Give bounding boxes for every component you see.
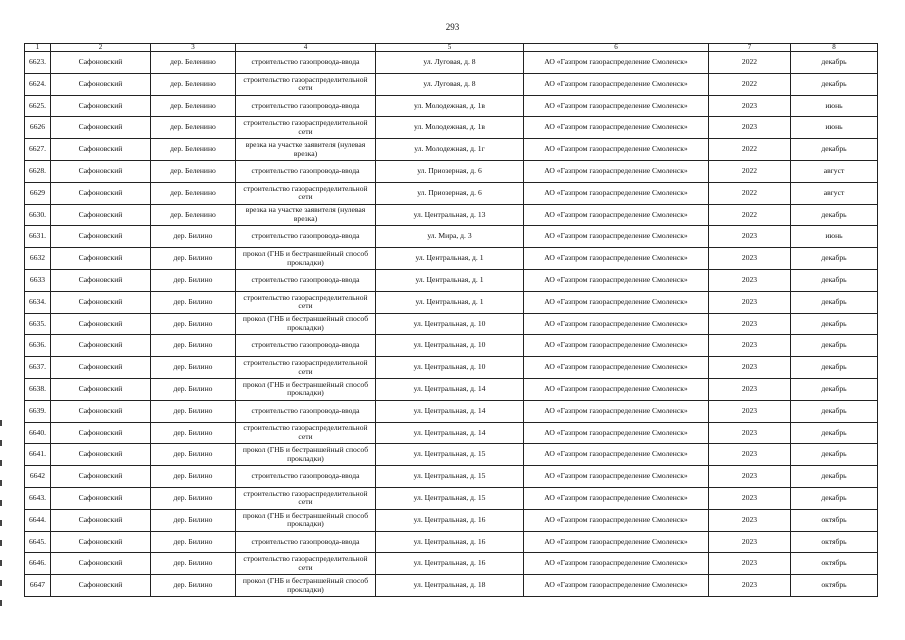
year-cell: 2023 bbox=[709, 466, 791, 488]
year-cell: 2023 bbox=[709, 95, 791, 117]
year-cell: 2023 bbox=[709, 400, 791, 422]
column-header: 4 bbox=[236, 44, 376, 52]
district-cell: Сафоновский bbox=[51, 182, 151, 204]
month-cell: июнь bbox=[791, 117, 878, 139]
district-cell: Сафоновский bbox=[51, 400, 151, 422]
organization-cell: АО «Газпром газораспределение Смоленск» bbox=[524, 160, 709, 182]
organization-cell: АО «Газпром газораспределение Смоленск» bbox=[524, 531, 709, 553]
address-cell: ул. Центральная, д. 18 bbox=[376, 575, 524, 597]
table-row bbox=[25, 466, 878, 488]
address-cell: ул. Центральная, д. 15 bbox=[376, 466, 524, 488]
district-cell: Сафоновский bbox=[51, 95, 151, 117]
organization-cell: АО «Газпром газораспределение Смоленск» bbox=[524, 73, 709, 95]
year-cell: 2023 bbox=[709, 422, 791, 444]
work-type-cell: строительство газопровода-ввода bbox=[236, 531, 376, 553]
table-row bbox=[25, 400, 878, 422]
address-cell: ул. Центральная, д. 16 bbox=[376, 531, 524, 553]
table-row bbox=[25, 553, 878, 575]
work-type-cell: строительство газопровода-ввода bbox=[236, 466, 376, 488]
work-type-cell: строительство газораспределительной сети bbox=[236, 73, 376, 95]
settlement-cell: дер. Билино bbox=[151, 531, 236, 553]
address-cell: ул. Центральная, д. 1 bbox=[376, 248, 524, 270]
work-type-cell: строительство газопровода-ввода bbox=[236, 52, 376, 74]
table-row bbox=[25, 291, 878, 313]
row-number-cell: 6635. bbox=[25, 313, 51, 335]
district-cell: Сафоновский bbox=[51, 487, 151, 509]
address-cell: ул. Приозерная, д. 6 bbox=[376, 182, 524, 204]
schedule-table-container bbox=[24, 43, 877, 597]
district-cell: Сафоновский bbox=[51, 422, 151, 444]
month-cell: октябрь bbox=[791, 553, 878, 575]
organization-cell: АО «Газпром газораспределение Смоленск» bbox=[524, 422, 709, 444]
column-header: 3 bbox=[151, 44, 236, 52]
district-cell: Сафоновский bbox=[51, 73, 151, 95]
district-cell: Сафоновский bbox=[51, 357, 151, 379]
district-cell: Сафоновский bbox=[51, 313, 151, 335]
district-cell: Сафоновский bbox=[51, 139, 151, 161]
table-row bbox=[25, 531, 878, 553]
row-number-cell: 6626 bbox=[25, 117, 51, 139]
table-row bbox=[25, 575, 878, 597]
table-row bbox=[25, 313, 878, 335]
settlement-cell: дер. Билино bbox=[151, 313, 236, 335]
settlement-cell: дер. Билино bbox=[151, 357, 236, 379]
address-cell: ул. Молодежная, д. 1в bbox=[376, 95, 524, 117]
work-type-cell: строительство газораспределительной сети bbox=[236, 357, 376, 379]
row-number-cell: 6636. bbox=[25, 335, 51, 357]
work-type-cell: строительство газопровода-ввода bbox=[236, 95, 376, 117]
month-cell: декабрь bbox=[791, 357, 878, 379]
row-number-cell: 6646. bbox=[25, 553, 51, 575]
work-type-cell: строительство газораспределительной сети bbox=[236, 291, 376, 313]
table-row bbox=[25, 182, 878, 204]
settlement-cell: дер. Билино bbox=[151, 335, 236, 357]
address-cell: ул. Центральная, д. 10 bbox=[376, 335, 524, 357]
work-type-cell: строительство газопровода-ввода bbox=[236, 269, 376, 291]
table-row bbox=[25, 95, 878, 117]
work-type-cell: прокол (ГНБ и бестраншейный способ прокладки) bbox=[236, 313, 376, 335]
year-cell: 2023 bbox=[709, 313, 791, 335]
address-cell: ул. Молодежная, д. 1в bbox=[376, 117, 524, 139]
district-cell: Сафоновский bbox=[51, 226, 151, 248]
year-cell: 2023 bbox=[709, 269, 791, 291]
district-cell: Сафоновский bbox=[51, 444, 151, 466]
work-type-cell: прокол (ГНБ и бестраншейный способ прокладки) bbox=[236, 575, 376, 597]
organization-cell: АО «Газпром газораспределение Смоленск» bbox=[524, 248, 709, 270]
year-cell: 2022 bbox=[709, 160, 791, 182]
district-cell: Сафоновский bbox=[51, 204, 151, 226]
address-cell: ул. Центральная, д. 14 bbox=[376, 378, 524, 400]
month-cell: июнь bbox=[791, 226, 878, 248]
month-cell: декабрь bbox=[791, 335, 878, 357]
month-cell: август bbox=[791, 160, 878, 182]
row-number-cell: 6633 bbox=[25, 269, 51, 291]
page-number: 293 bbox=[445, 22, 460, 32]
address-cell: ул. Центральная, д. 10 bbox=[376, 313, 524, 335]
address-cell: ул. Луговая, д. 8 bbox=[376, 73, 524, 95]
table-row bbox=[25, 444, 878, 466]
work-type-cell: прокол (ГНБ и бестраншейный способ прокладки) bbox=[236, 248, 376, 270]
row-number-cell: 6631. bbox=[25, 226, 51, 248]
address-cell: ул. Центральная, д. 1 bbox=[376, 291, 524, 313]
year-cell: 2023 bbox=[709, 335, 791, 357]
organization-cell: АО «Газпром газораспределение Смоленск» bbox=[524, 487, 709, 509]
organization-cell: АО «Газпром газораспределение Смоленск» bbox=[524, 139, 709, 161]
settlement-cell: дер. Билино bbox=[151, 553, 236, 575]
settlement-cell: дер. Билино bbox=[151, 487, 236, 509]
row-number-cell: 6641. bbox=[25, 444, 51, 466]
settlement-cell: дер. Билино bbox=[151, 269, 236, 291]
column-header: 5 bbox=[376, 44, 524, 52]
year-cell: 2023 bbox=[709, 444, 791, 466]
year-cell: 2022 bbox=[709, 52, 791, 74]
settlement-cell: дер. Билино bbox=[151, 509, 236, 531]
settlement-cell: дер. Билино bbox=[151, 248, 236, 270]
row-number-cell: 6640. bbox=[25, 422, 51, 444]
row-number-cell: 6628. bbox=[25, 160, 51, 182]
settlement-cell: дер. Беленино bbox=[151, 139, 236, 161]
row-number-cell: 6647 bbox=[25, 575, 51, 597]
table-row bbox=[25, 139, 878, 161]
district-cell: Сафоновский bbox=[51, 575, 151, 597]
table-row bbox=[25, 378, 878, 400]
address-cell: ул. Центральная, д. 1 bbox=[376, 269, 524, 291]
table-row bbox=[25, 204, 878, 226]
year-cell: 2023 bbox=[709, 531, 791, 553]
row-number-cell: 6639. bbox=[25, 400, 51, 422]
year-cell: 2023 bbox=[709, 575, 791, 597]
table-row bbox=[25, 248, 878, 270]
district-cell: Сафоновский bbox=[51, 248, 151, 270]
work-type-cell: строительство газораспределительной сети bbox=[236, 553, 376, 575]
month-cell: декабрь bbox=[791, 422, 878, 444]
table-row bbox=[25, 160, 878, 182]
organization-cell: АО «Газпром газораспределение Смоленск» bbox=[524, 466, 709, 488]
row-number-cell: 6637. bbox=[25, 357, 51, 379]
district-cell: Сафоновский bbox=[51, 531, 151, 553]
table-row bbox=[25, 487, 878, 509]
table-row bbox=[25, 357, 878, 379]
month-cell: декабрь bbox=[791, 400, 878, 422]
settlement-cell: дер. Беленино bbox=[151, 73, 236, 95]
table-body bbox=[25, 52, 878, 597]
column-header: 8 bbox=[791, 44, 878, 52]
month-cell: декабрь bbox=[791, 378, 878, 400]
settlement-cell: дер. Билино bbox=[151, 466, 236, 488]
year-cell: 2023 bbox=[709, 248, 791, 270]
district-cell: Сафоновский bbox=[51, 378, 151, 400]
year-cell: 2023 bbox=[709, 378, 791, 400]
row-number-cell: 6629 bbox=[25, 182, 51, 204]
table-row bbox=[25, 269, 878, 291]
month-cell: декабрь bbox=[791, 466, 878, 488]
organization-cell: АО «Газпром газораспределение Смоленск» bbox=[524, 509, 709, 531]
year-cell: 2022 bbox=[709, 204, 791, 226]
column-header: 1 bbox=[25, 44, 51, 52]
work-type-cell: строительство газораспределительной сети bbox=[236, 182, 376, 204]
year-cell: 2023 bbox=[709, 291, 791, 313]
month-cell: декабрь bbox=[791, 444, 878, 466]
work-type-cell: прокол (ГНБ и бестраншейный способ прокладки) bbox=[236, 378, 376, 400]
work-type-cell: врезка на участке заявителя (нулевая врезка) bbox=[236, 204, 376, 226]
row-number-cell: 6638. bbox=[25, 378, 51, 400]
table-row bbox=[25, 422, 878, 444]
row-number-cell: 6623. bbox=[25, 52, 51, 74]
organization-cell: АО «Газпром газораспределение Смоленск» bbox=[524, 117, 709, 139]
row-number-cell: 6643. bbox=[25, 487, 51, 509]
column-header: 2 bbox=[51, 44, 151, 52]
district-cell: Сафоновский bbox=[51, 52, 151, 74]
settlement-cell: дер. Билино bbox=[151, 444, 236, 466]
month-cell: июнь bbox=[791, 95, 878, 117]
organization-cell: АО «Газпром газораспределение Смоленск» bbox=[524, 335, 709, 357]
month-cell: декабрь bbox=[791, 248, 878, 270]
district-cell: Сафоновский bbox=[51, 160, 151, 182]
month-cell: декабрь bbox=[791, 269, 878, 291]
organization-cell: АО «Газпром газораспределение Смоленск» bbox=[524, 444, 709, 466]
year-cell: 2022 bbox=[709, 139, 791, 161]
address-cell: ул. Молодежная, д. 1г bbox=[376, 139, 524, 161]
settlement-cell: дер. Беленино bbox=[151, 52, 236, 74]
month-cell: октябрь bbox=[791, 531, 878, 553]
organization-cell: АО «Газпром газораспределение Смоленск» bbox=[524, 291, 709, 313]
year-cell: 2023 bbox=[709, 117, 791, 139]
settlement-cell: дер. Билино bbox=[151, 400, 236, 422]
district-cell: Сафоновский bbox=[51, 553, 151, 575]
settlement-cell: дер. Билино bbox=[151, 422, 236, 444]
row-number-cell: 6625. bbox=[25, 95, 51, 117]
work-type-cell: строительство газораспределительной сети bbox=[236, 117, 376, 139]
work-type-cell: строительство газопровода-ввода bbox=[236, 160, 376, 182]
year-cell: 2022 bbox=[709, 73, 791, 95]
row-number-cell: 6645. bbox=[25, 531, 51, 553]
address-cell: ул. Луговая, д. 8 bbox=[376, 52, 524, 74]
organization-cell: АО «Газпром газораспределение Смоленск» bbox=[524, 575, 709, 597]
row-number-cell: 6642 bbox=[25, 466, 51, 488]
table-row bbox=[25, 509, 878, 531]
column-number-header-row bbox=[25, 44, 878, 52]
organization-cell: АО «Газпром газораспределение Смоленск» bbox=[524, 95, 709, 117]
settlement-cell: дер. Беленино bbox=[151, 204, 236, 226]
scan-margin-marks bbox=[0, 420, 3, 640]
row-number-cell: 6632 bbox=[25, 248, 51, 270]
row-number-cell: 6630. bbox=[25, 204, 51, 226]
row-number-cell: 6627. bbox=[25, 139, 51, 161]
organization-cell: АО «Газпром газораспределение Смоленск» bbox=[524, 204, 709, 226]
month-cell: октябрь bbox=[791, 575, 878, 597]
settlement-cell: дер. Билино bbox=[151, 226, 236, 248]
work-type-cell: строительство газопровода-ввода bbox=[236, 226, 376, 248]
organization-cell: АО «Газпром газораспределение Смоленск» bbox=[524, 378, 709, 400]
year-cell: 2023 bbox=[709, 509, 791, 531]
work-type-cell: строительство газопровода-ввода bbox=[236, 335, 376, 357]
settlement-cell: дер. Билино bbox=[151, 378, 236, 400]
month-cell: декабрь bbox=[791, 313, 878, 335]
settlement-cell: дер. Беленино bbox=[151, 95, 236, 117]
settlement-cell: дер. Беленино bbox=[151, 117, 236, 139]
year-cell: 2023 bbox=[709, 487, 791, 509]
district-cell: Сафоновский bbox=[51, 509, 151, 531]
organization-cell: АО «Газпром газораспределение Смоленск» bbox=[524, 400, 709, 422]
organization-cell: АО «Газпром газораспределение Смоленск» bbox=[524, 357, 709, 379]
month-cell: декабрь bbox=[791, 139, 878, 161]
year-cell: 2023 bbox=[709, 553, 791, 575]
table-row bbox=[25, 52, 878, 74]
column-header: 6 bbox=[524, 44, 709, 52]
month-cell: декабрь bbox=[791, 204, 878, 226]
year-cell: 2022 bbox=[709, 182, 791, 204]
address-cell: ул. Центральная, д. 14 bbox=[376, 422, 524, 444]
address-cell: ул. Приозерная, д. 6 bbox=[376, 160, 524, 182]
organization-cell: АО «Газпром газораспределение Смоленск» bbox=[524, 313, 709, 335]
month-cell: декабрь bbox=[791, 73, 878, 95]
district-cell: Сафоновский bbox=[51, 335, 151, 357]
work-type-cell: строительство газораспределительной сети bbox=[236, 487, 376, 509]
row-number-cell: 6624. bbox=[25, 73, 51, 95]
district-cell: Сафоновский bbox=[51, 269, 151, 291]
work-type-cell: строительство газораспределительной сети bbox=[236, 422, 376, 444]
work-type-cell: прокол (ГНБ и бестраншейный способ прокладки) bbox=[236, 444, 376, 466]
month-cell: август bbox=[791, 182, 878, 204]
year-cell: 2023 bbox=[709, 357, 791, 379]
month-cell: декабрь bbox=[791, 52, 878, 74]
address-cell: ул. Центральная, д. 13 bbox=[376, 204, 524, 226]
address-cell: ул. Центральная, д. 10 bbox=[376, 357, 524, 379]
month-cell: декабрь bbox=[791, 291, 878, 313]
settlement-cell: дер. Беленино bbox=[151, 182, 236, 204]
settlement-cell: дер. Беленино bbox=[151, 160, 236, 182]
address-cell: ул. Центральная, д. 16 bbox=[376, 553, 524, 575]
address-cell: ул. Мира, д. 3 bbox=[376, 226, 524, 248]
organization-cell: АО «Газпром газораспределение Смоленск» bbox=[524, 226, 709, 248]
table-row bbox=[25, 335, 878, 357]
address-cell: ул. Центральная, д. 15 bbox=[376, 487, 524, 509]
district-cell: Сафоновский bbox=[51, 117, 151, 139]
month-cell: октябрь bbox=[791, 509, 878, 531]
month-cell: декабрь bbox=[791, 487, 878, 509]
organization-cell: АО «Газпром газораспределение Смоленск» bbox=[524, 52, 709, 74]
table-row bbox=[25, 73, 878, 95]
settlement-cell: дер. Билино bbox=[151, 575, 236, 597]
column-header: 7 bbox=[709, 44, 791, 52]
address-cell: ул. Центральная, д. 14 bbox=[376, 400, 524, 422]
organization-cell: АО «Газпром газораспределение Смоленск» bbox=[524, 182, 709, 204]
row-number-cell: 6634. bbox=[25, 291, 51, 313]
district-cell: Сафоновский bbox=[51, 466, 151, 488]
address-cell: ул. Центральная, д. 15 bbox=[376, 444, 524, 466]
work-type-cell: строительство газопровода-ввода bbox=[236, 400, 376, 422]
schedule-table bbox=[24, 43, 878, 597]
organization-cell: АО «Газпром газораспределение Смоленск» bbox=[524, 269, 709, 291]
work-type-cell: врезка на участке заявителя (нулевая врезка) bbox=[236, 139, 376, 161]
organization-cell: АО «Газпром газораспределение Смоленск» bbox=[524, 553, 709, 575]
settlement-cell: дер. Билино bbox=[151, 291, 236, 313]
table-row bbox=[25, 226, 878, 248]
address-cell: ул. Центральная, д. 16 bbox=[376, 509, 524, 531]
district-cell: Сафоновский bbox=[51, 291, 151, 313]
year-cell: 2023 bbox=[709, 226, 791, 248]
table-row bbox=[25, 117, 878, 139]
work-type-cell: прокол (ГНБ и бестраншейный способ прокладки) bbox=[236, 509, 376, 531]
row-number-cell: 6644. bbox=[25, 509, 51, 531]
